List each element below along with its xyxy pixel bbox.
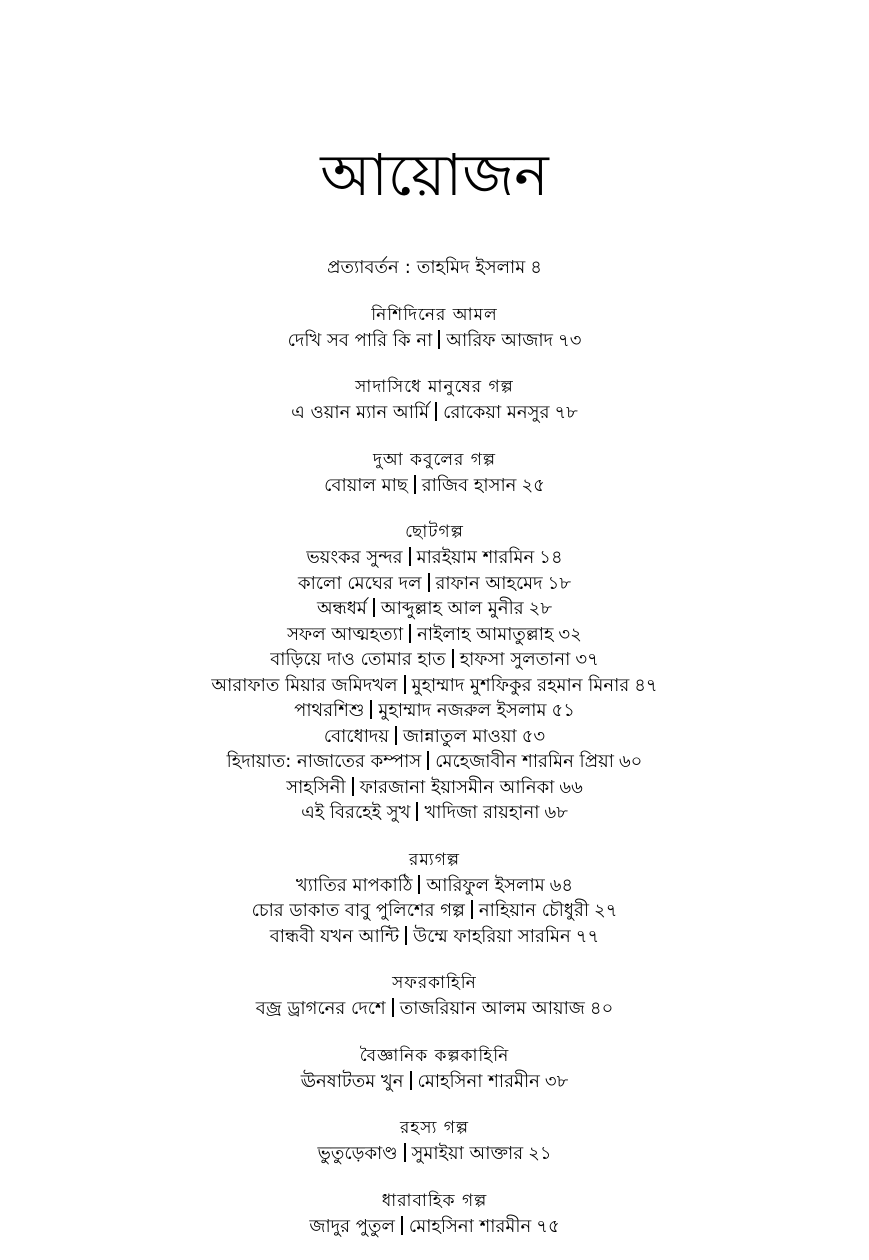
- toc-section: [0, 447, 869, 499]
- section-heading: সফরকাহিনি: [392, 973, 477, 993]
- entry-title: এই বিরহেই সুখ: [301, 802, 411, 823]
- entry-author: মেহেজাবীন শারমিন প্রিয়া: [435, 751, 614, 772]
- entry-title: এ ওয়ান ম্যান আর্মি: [291, 402, 430, 423]
- entry-title: সাহসিনী: [286, 776, 346, 798]
- entry-page-number: ১৪: [539, 547, 563, 568]
- entry-divider: [418, 875, 420, 894]
- entry-author: মারইয়াম শারমিন: [416, 547, 535, 568]
- entry-page-number: ১৮: [547, 572, 572, 594]
- entry-title: সফল আত্মহত্যা: [287, 623, 404, 645]
- entry-page-number: ৭৮: [554, 402, 578, 423]
- entry-page-number: ৭৩: [558, 329, 582, 351]
- entry-author: আব্দুল্লাহ আল মুনীর: [380, 598, 524, 619]
- toc-entry: [0, 473, 869, 499]
- entry-page-number: ২৮: [528, 598, 553, 619]
- entry-author: রাজিব হাসান: [421, 474, 517, 496]
- entry-title: ভয়ংকর সুন্দর: [306, 547, 403, 568]
- entry-author: আরিফ আজাদ: [446, 329, 553, 351]
- entry-page-number: ২১: [528, 1143, 552, 1164]
- entry-divider: [471, 900, 473, 919]
- entry-author: নাহিয়ান চৌধুরী: [478, 900, 590, 921]
- toc-entry: [0, 1214, 869, 1240]
- entry-page-number: ৩৮: [544, 1070, 569, 1092]
- entry-title: বোধোদয়: [323, 725, 389, 747]
- section-heading: ছোটগল্প: [405, 522, 464, 542]
- entry-title: কালো মেঘের দল: [297, 572, 422, 594]
- entry-title: বাড়িয়ে দাও তোমার হাত: [270, 649, 446, 670]
- entry-title: প্রত্যাবর্তন: [327, 257, 399, 278]
- toc-entry: [0, 898, 869, 924]
- section-heading: রম্যগল্প: [409, 849, 460, 870]
- entry-title: পাথরশিশু: [294, 700, 365, 721]
- entry-author: মুহাম্মাদ মুশফিকুর রহমান মিনার: [411, 674, 630, 696]
- toc-entry: [0, 1141, 869, 1167]
- entry-divider: [416, 802, 418, 821]
- entry-title: ঊনষাটতম খুন: [300, 1070, 404, 1092]
- toc-entry: [0, 400, 869, 426]
- toc-section: [0, 1115, 869, 1167]
- toc-entry: [0, 255, 869, 281]
- toc-entry: [0, 622, 869, 648]
- section-heading: দুআ কবুলের গল্প: [372, 449, 497, 470]
- entry-page-number: ৪৭: [634, 674, 658, 696]
- entry-divider: [428, 573, 430, 592]
- entry-divider: [404, 1143, 406, 1162]
- entry-author: মুহাম্মাদ নজরুল ইসলাম: [378, 700, 547, 721]
- entry-title: ভুতুড়েকাণ্ড: [317, 1143, 398, 1164]
- entry-divider: [352, 777, 354, 796]
- entry-page-number: ৭৭: [575, 925, 600, 947]
- entry-divider: [438, 330, 440, 349]
- entry-divider: [414, 475, 416, 494]
- entry-title: অন্ধধর্ম: [316, 598, 367, 619]
- entry-divider: [392, 998, 394, 1017]
- entry-author: তাহমিদ ইসলাম: [416, 257, 526, 278]
- page-title: আয়োজন: [320, 141, 549, 209]
- entry-divider: [410, 1071, 412, 1090]
- toc-entry: [0, 571, 869, 597]
- entry-page-number: ৬৪: [549, 874, 574, 896]
- toc-section: [0, 970, 869, 1022]
- entry-author: রাফান আহমেদ: [435, 572, 543, 594]
- section-heading: রহস্য গল্প: [399, 1118, 470, 1138]
- toc-entry: [0, 1069, 869, 1095]
- section-heading: সাদাসিধে মানুষের গল্প: [355, 377, 514, 397]
- entry-author: হাফসা সুলতানা: [459, 649, 571, 670]
- entry-title: চোর ডাকাত বাবু পুলিশের গল্প: [251, 900, 465, 921]
- entry-page-number: ২৭: [594, 900, 618, 921]
- entry-page-number: ৩৭: [575, 649, 599, 670]
- entry-title: বোয়াল মাছ: [324, 474, 408, 496]
- toc-entry: [0, 647, 869, 673]
- entry-divider: [401, 1216, 403, 1235]
- entry-title: আরাফাত মিয়ার জমিদখল: [211, 674, 398, 696]
- section-heading: বৈজ্ঞানিক কল্পকাহিনি: [359, 1045, 510, 1066]
- entry-title: জাদুর পুতুল: [309, 1215, 395, 1237]
- entry-divider: [452, 649, 454, 668]
- entry-author: নাইলাহ আমাতুল্লাহ: [417, 623, 554, 645]
- toc-entry: [0, 545, 869, 571]
- entry-title: হিদায়াত: নাজাতের কম্পাস: [226, 751, 422, 772]
- entry-author: মোহসিনা শারমীন: [408, 1215, 532, 1237]
- table-of-contents: [0, 255, 869, 1260]
- entry-divider: [409, 547, 411, 566]
- entry-divider: [404, 675, 406, 694]
- toc-section: [0, 1043, 869, 1095]
- toc-section: [0, 302, 869, 354]
- entry-author: রোকেয়া মনসুর: [443, 402, 550, 423]
- section-heading: ধারাবাহিক গল্প: [381, 1190, 488, 1211]
- toc-entry: [0, 328, 869, 354]
- entry-divider: [435, 402, 437, 421]
- entry-title: দেখি সব পারি কি না: [287, 329, 433, 351]
- entry-author: মোহসিনা শারমীন: [417, 1070, 540, 1092]
- toc-section: [0, 1188, 869, 1240]
- entry-divider: [409, 624, 411, 643]
- entry-divider: [405, 926, 407, 945]
- toc-entry: [0, 596, 869, 622]
- entry-author: তাজরিয়ান আলম আয়াজ: [399, 998, 585, 1019]
- entry-author: আরিফুল ইসলাম: [426, 874, 545, 896]
- entry-title: বান্ধবী যখন আন্টি: [269, 925, 400, 947]
- entry-divider: [373, 598, 375, 617]
- entry-page-number: ৪০: [589, 998, 614, 1019]
- entry-page-number: ৭৫: [536, 1215, 560, 1237]
- entry-author: উম্মে ফাহরিয়া সারমিন: [413, 925, 571, 947]
- entry-divider: [395, 726, 397, 745]
- entry-page-number: ৩২: [558, 623, 582, 645]
- entry-page-number: ৫১: [551, 700, 575, 721]
- entry-author: ফারজানা ইয়াসমীন আনিকা: [359, 776, 555, 798]
- toc-entry: [0, 800, 869, 826]
- toc-section: [0, 847, 869, 950]
- entry-author: জান্নাতুল মাওয়া: [403, 725, 517, 747]
- entry-title: বজ্র ড্রাগনের দেশে: [255, 998, 386, 1019]
- entry-separator: :: [404, 257, 411, 278]
- toc-entry: [0, 698, 869, 724]
- entry-divider: [370, 700, 372, 719]
- toc-section: [0, 255, 869, 281]
- entry-title: খ্যাতির মাপকাঠি: [295, 874, 413, 896]
- entry-page-number: ৬৬: [559, 776, 583, 798]
- entry-page-number: ৪: [530, 257, 542, 278]
- toc-entry: [0, 775, 869, 801]
- section-heading: নিশিদিনের আমল: [371, 304, 498, 325]
- toc-entry: [0, 873, 869, 899]
- entry-page-number: ৬৮: [544, 802, 568, 823]
- toc-section: [0, 374, 869, 426]
- entry-page-number: ৬০: [618, 751, 643, 772]
- entry-divider: [427, 751, 429, 770]
- toc-entry: [0, 724, 869, 750]
- toc-entry: [0, 749, 869, 775]
- entry-page-number: ৫৩: [521, 725, 546, 747]
- toc-entry: [0, 673, 869, 699]
- entry-author: সুমাইয়া আক্তার: [411, 1143, 524, 1164]
- entry-page-number: ২৫: [521, 474, 545, 496]
- toc-entry: [0, 924, 869, 950]
- toc-section: [0, 519, 869, 826]
- toc-entry: [0, 996, 869, 1022]
- entry-author: খাদিজা রায়হানা: [424, 802, 540, 823]
